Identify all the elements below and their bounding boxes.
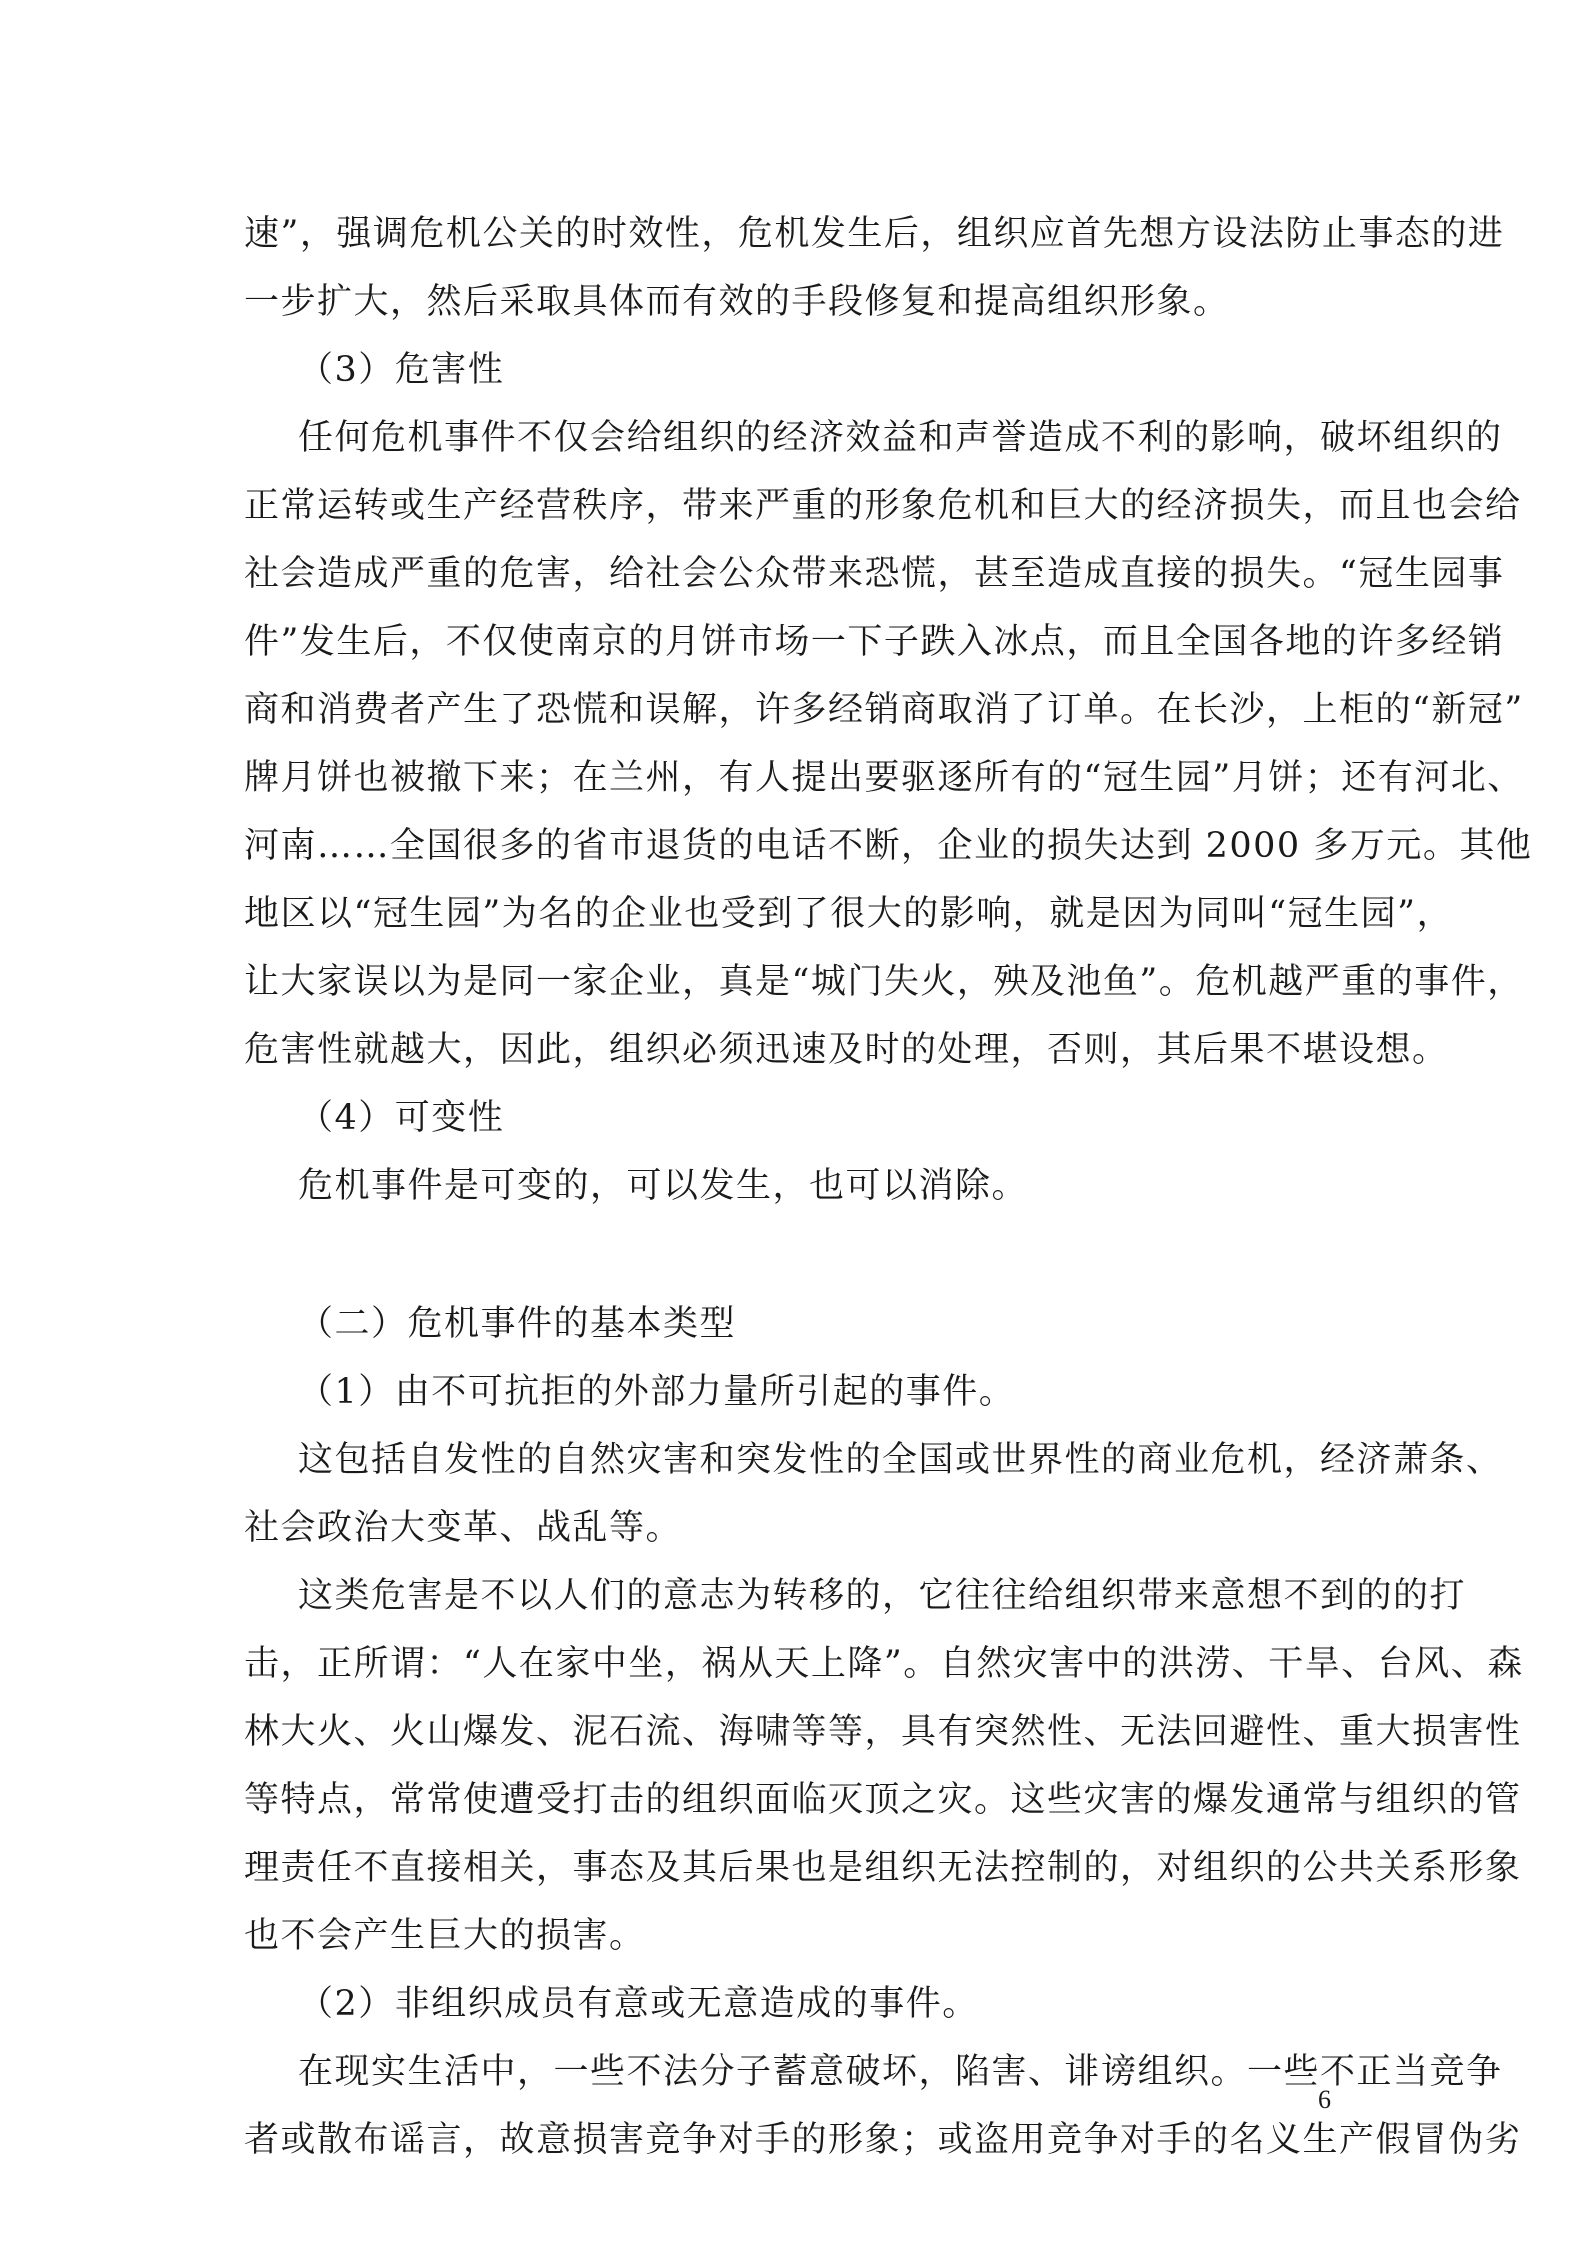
text-line: 击，正所谓：“人在家中坐，祸从天上降”。自然灾害中的洪涝、干旱、台风、森: [244, 1644, 1524, 1684]
text-line: 林大火、火山爆发、泥石流、海啸等等，具有突然性、无法回避性、重大损害性: [244, 1712, 1522, 1752]
paragraph-type-1-b: [244, 1562, 1524, 1970]
text-line: 河南……全国很多的省市退货的电话不断，企业的损失达到 2000 多万元。其他: [244, 826, 1533, 866]
text-line: 在现实生活中，一些不法分子蓄意破坏，陷害、诽谤组织。一些不正当竞争: [298, 2052, 1503, 2092]
text-line: 任何危机事件不仅会给组织的经济效益和声誉造成不利的影响，破坏组织的: [298, 418, 1503, 458]
subheading-hazard: （3）危害性: [298, 350, 505, 390]
text-line: 等特点，常常使遭受打击的组织面临灭顶之灾。这些灾害的爆发通常与组织的管: [244, 1780, 1522, 1820]
paragraph-continuation: [244, 200, 1505, 336]
text-line: 让大家误以为是同一家企业，真是“城门失火，殃及池鱼”。危机越严重的事件，: [244, 962, 1524, 1002]
page-number: 6: [1318, 2085, 1331, 2114]
paragraph-variability: 危机事件是可变的，可以发生，也可以消除。: [298, 1166, 1029, 1206]
text-line: 危害性就越大，因此，组织必须迅速及时的处理，否则，其后果不堪设想。: [244, 1030, 1449, 1070]
text-line: 一步扩大，然后采取具体而有效的手段修复和提高组织形象。: [244, 282, 1230, 322]
text-line: 这包括自发性的自然灾害和突发性的全国或世界性的商业危机，经济萧条、: [298, 1440, 1503, 1480]
text-line: 件”发生后，不仅使南京的月饼市场一下子跌入冰点，而且全国各地的许多经销: [244, 622, 1505, 662]
section-title: （二）危机事件的基本类型: [298, 1304, 737, 1344]
text-line: 这类危害是不以人们的意志为转移的，它往往给组织带来意想不到的的打: [298, 1576, 1467, 1616]
text-line: 也不会产生巨大的损害。: [244, 1916, 646, 1956]
text-line: 理责任不直接相关，事态及其后果也是组织无法控制的，对组织的公共关系形象: [244, 1848, 1522, 1888]
text-line: 牌月饼也被撤下来；在兰州，有人提出要驱逐所有的“冠生园”月饼；还有河北、: [244, 758, 1524, 798]
paragraph-type-2: [244, 2038, 1522, 2174]
text-line: 社会造成严重的危害，给社会公众带来恐慌，甚至造成直接的损失。“冠生园事: [244, 554, 1505, 594]
text-line: 商和消费者产生了恐慌和误解，许多经销商取消了订单。在长沙，上柜的“新冠”: [244, 690, 1524, 730]
text-line: 地区以“冠生园”为名的企业也受到了很大的影响，就是因为同叫“冠生园”，: [244, 894, 1454, 934]
text-line: 正常运转或生产经营秩序，带来严重的形象危机和巨大的经济损失，而且也会给: [244, 486, 1522, 526]
paragraph-hazard: [244, 404, 1533, 1084]
section-gap: [244, 1220, 1354, 1290]
subheading-type-1: （1）由不可抗拒的外部力量所引起的事件。: [298, 1372, 1016, 1412]
subheading-variability: （4）可变性: [298, 1098, 505, 1138]
text-line: 者或散布谣言，故意损害竞争对手的形象；或盗用竞争对手的名义生产假冒伪劣: [244, 2120, 1522, 2160]
text-line: 速”，强调危机公关的时效性，危机发生后，组织应首先想方设法防止事态的进: [244, 214, 1505, 254]
document-page: [244, 200, 1533, 2174]
subheading-type-2: （2）非组织成员有意或无意造成的事件。: [298, 1984, 979, 2024]
text-line: 社会政治大变革、战乱等。: [244, 1508, 683, 1548]
paragraph-type-1-a: [244, 1426, 1503, 1562]
